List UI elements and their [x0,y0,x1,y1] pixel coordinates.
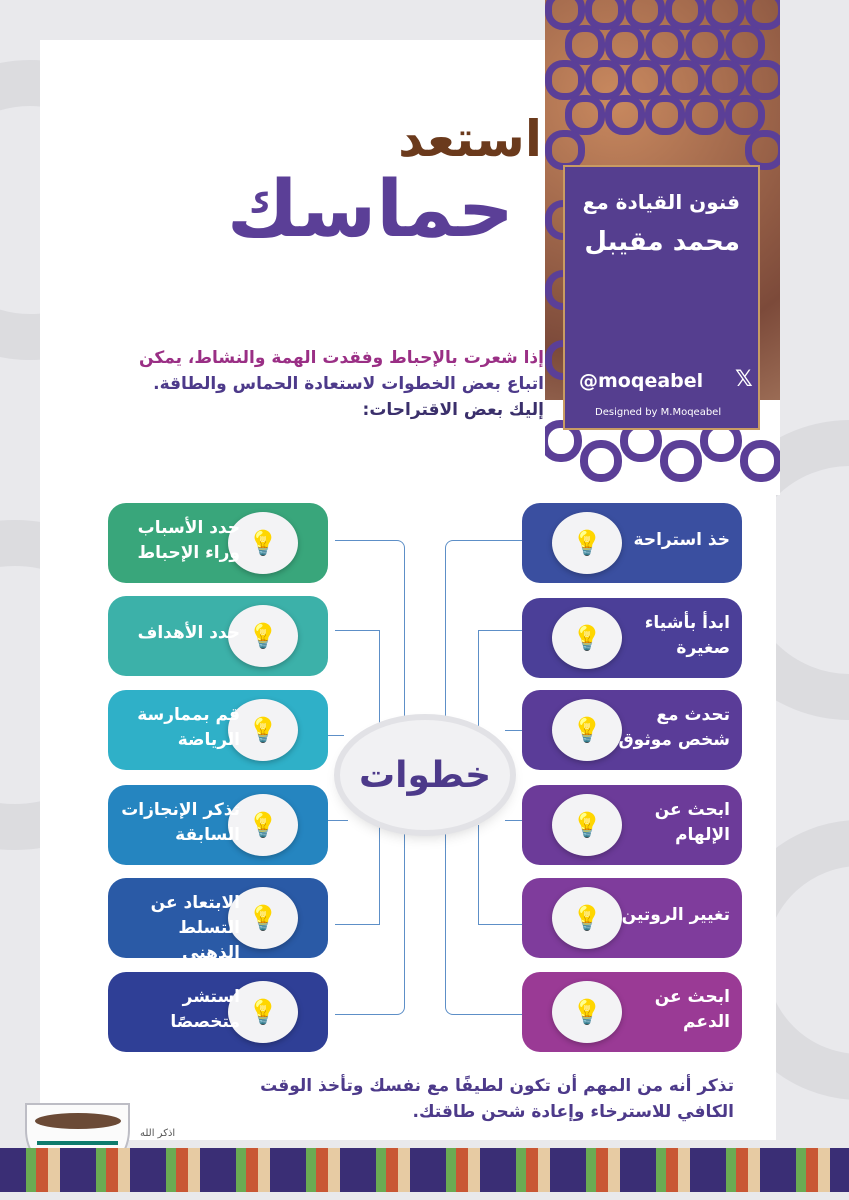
footer-caption: اذكر الله [140,1128,176,1139]
center-steps-circle [340,720,510,830]
step-label: تغيير الروتين [621,905,730,925]
step-label-1: حدد الأسباب [137,518,240,538]
connector [328,735,344,736]
connector [335,630,380,730]
social-handle: @moqeabel [579,370,704,392]
outro-line-2: الكافي للاسترخاء وإعادة شحن طاقتك. [412,1102,734,1122]
connector [505,730,523,731]
lightbulb-icon: 💡 [228,699,298,761]
intro-line-1: إذا شعرت بالإحباط وفقدت الهمة والنشاط، يمكن [139,348,544,368]
center-label: خطوات [358,754,492,796]
step-start-small [522,598,742,678]
lightbulb-icon: 💡 [228,981,298,1043]
intro-line-3: إليك بعض الاقتراحات: [362,400,544,420]
step-identify-causes [108,503,328,583]
lightbulb-icon: 💡 [228,794,298,856]
step-label-1: ابدأ بأشياء [644,613,730,633]
sadu-border-decoration [0,1148,849,1192]
step-label: خذ استراحة [633,530,730,550]
step-label-2: الإلهام [675,825,730,845]
step-avoid-overthinking [108,878,328,963]
connector [478,630,523,730]
step-label-2: شخص موثوق [618,730,730,750]
lightbulb-icon: 💡 [228,605,298,667]
step-change-routine [522,878,742,958]
step-label-2: السابقة [175,825,240,845]
step-label-2: صغيرة [676,638,730,658]
step-label-1: ابحث عن [654,800,730,820]
step-consult-specialist [108,972,328,1052]
step-label-1: استشر [182,987,240,1007]
title-main: حماسك [226,165,514,255]
lightbulb-icon: 💡 [552,887,622,949]
title-top: استعد [398,110,542,168]
step-find-inspiration [522,785,742,865]
step-label-2: متخصصًا [170,1012,240,1032]
lightbulb-icon: 💡 [552,794,622,856]
step-talk-trusted [522,690,742,770]
lightbulb-icon: 💡 [552,607,622,669]
brand-name: محمد مقيبل [584,227,740,257]
intro-line-2: اتباع بعض الخطوات لاستعادة الحماس والطاقة. [153,374,544,394]
outro-line-1: تذكر أنه من المهم أن تكون لطيفًا مع نفسك وتأخذ الوقت [260,1076,734,1096]
step-label-2: الرياضة [177,730,240,750]
step-take-break [522,503,742,583]
step-label-2: التسلط الذهني [178,918,240,963]
connector [445,830,523,1015]
lightbulb-icon: 💡 [552,512,622,574]
lightbulb-icon: 💡 [228,887,298,949]
step-label: حدد الأهداف [137,623,240,643]
brand-line-1: فنون القيادة مع [582,190,740,214]
lightbulb-icon: 💡 [228,512,298,574]
step-label-1: الابتعاد عن [150,893,240,913]
step-label-1: تحدث مع [656,705,730,725]
lightbulb-icon: 💡 [552,699,622,761]
connector [328,820,348,821]
step-label-1: تذكر الإنجازات [121,800,240,820]
designed-by: Designed by M.Moqeabel [595,407,722,418]
connector [335,830,405,1015]
lightbulb-icon: 💡 [552,981,622,1043]
step-find-support [522,972,742,1052]
outro-text [174,1073,734,1125]
brand-box [563,165,760,430]
step-label-1: قم بممارسة [137,705,240,725]
x-logo-icon: 𝕏 [735,367,753,392]
step-exercise [108,690,328,770]
connector [505,820,523,821]
step-set-goals [108,596,328,676]
step-label-1: ابحث عن [654,987,730,1007]
step-label-2: وراء الإحباط [137,543,240,563]
step-label-2: الدعم [683,1012,730,1032]
intro-text [64,345,544,423]
step-remember-achievements [108,785,328,865]
